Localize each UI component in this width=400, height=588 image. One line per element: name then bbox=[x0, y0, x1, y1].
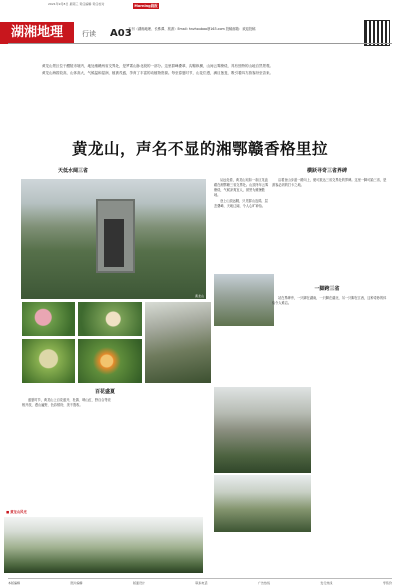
section-head-right-mid: 一脚跨三省 bbox=[314, 286, 340, 292]
section-title: 湖湘地理 bbox=[0, 22, 74, 44]
main-photo bbox=[21, 179, 206, 299]
footer-item: 发行热线 bbox=[320, 581, 333, 585]
mountain-photo bbox=[214, 274, 274, 326]
flower-photo bbox=[22, 339, 75, 383]
header-divider bbox=[8, 43, 392, 44]
column-paragraph: 从远处看，黄龙山宛如一条巨龙盘踞在湘鄂赣三省交界处。山顶终年云雾缭绕，气候凉爽宜人，被誉为避暑胜地。 bbox=[214, 178, 269, 197]
flower-photo bbox=[78, 302, 142, 336]
lead-paragraph: 黄龙山海拔较高，山体高大，气候温和湿润，植被茂盛，孕育了丰富的动植物资源。每至春夏时节，山花烂漫，满目葱茏，吸引着四方游客纷至沓来。 bbox=[42, 71, 273, 76]
bottom-landscape-photo bbox=[4, 517, 203, 573]
brand-logo: Morning晨报 bbox=[134, 4, 158, 8]
column-paragraph: 沿着登山步道一路向上，便可抵达三省交界处的界碑。这里一脚可踏三省，是游客必到的打卡之地。 bbox=[272, 178, 387, 187]
lead-text bbox=[34, 64, 360, 136]
footer-item: 版面设计 bbox=[132, 581, 145, 585]
dateline: 2021年9月8日 星期三 责任编辑 责任校对 bbox=[48, 2, 105, 6]
section-head-right-top: 横跃寻奇三省界碑 bbox=[306, 168, 347, 174]
bottom-caption: ■ 黄龙山风光 bbox=[6, 510, 27, 514]
lead-paragraph: 黄龙山景区位于醴陵市境内，地处湘赣两省交界处，是罗霄山脉北段的一部分。这里群峰叠翠，沟壑纵横，山间云雾缭绕，具有独特的山地自然景观。 bbox=[42, 64, 273, 68]
column-right-mid bbox=[272, 296, 387, 307]
photo-caption: 黄龙山 bbox=[194, 294, 204, 298]
footer-item: 联系电话 bbox=[195, 581, 208, 585]
footer-item: 广告热线 bbox=[257, 581, 270, 585]
section-head-left-bottom: 百花盛夏 bbox=[94, 389, 115, 395]
column-paragraph: 站在界碑旁，一只脚在湖南，一只脚在湖北，另一只脚在江西，这种奇妙的体验令人难忘。 bbox=[272, 296, 387, 305]
headline: 黄龙山，声名不显的湘鄂赣香格里拉 bbox=[71, 140, 328, 158]
column-middle-top bbox=[214, 178, 269, 211]
column-paragraph: 登上山顶远眺，只见群山连绵，层峦叠嶂，天地辽阔，令人心旷神怡。 bbox=[214, 199, 268, 209]
contact-info: 本刊（湖湘地理、长株潭、旅游）Email: hnzhoubao@163.com 投稿邮箱：欢迎投稿 bbox=[128, 27, 256, 31]
subsection-label: 行读 bbox=[82, 30, 96, 38]
column-left-bottom bbox=[22, 398, 112, 409]
page-footer bbox=[0, 578, 400, 588]
column-paragraph: 盛夏时节，黄龙山上百花盛开，杜鹃、映山红、野百合等竞相开放，漫山遍野，色彩缤纷，美不胜收。 bbox=[22, 398, 111, 407]
footer-item: 图片编辑 bbox=[70, 581, 83, 585]
page-number: A03 bbox=[110, 28, 132, 39]
flower-photo bbox=[78, 339, 142, 383]
flower-photo bbox=[22, 302, 75, 336]
footer-divider bbox=[8, 578, 392, 579]
column-right-top bbox=[272, 178, 387, 189]
section-head-left-top: 天低水阔三省 bbox=[57, 168, 88, 174]
rocks-photo bbox=[214, 387, 311, 473]
hikers-photo bbox=[214, 475, 311, 532]
page-header bbox=[0, 10, 400, 62]
top-strip bbox=[0, 0, 400, 10]
footer-item: 本版编辑 bbox=[8, 581, 21, 585]
rock-photo bbox=[145, 302, 211, 383]
stone-gate bbox=[96, 199, 135, 273]
footer-item: 零售价 bbox=[382, 581, 392, 585]
